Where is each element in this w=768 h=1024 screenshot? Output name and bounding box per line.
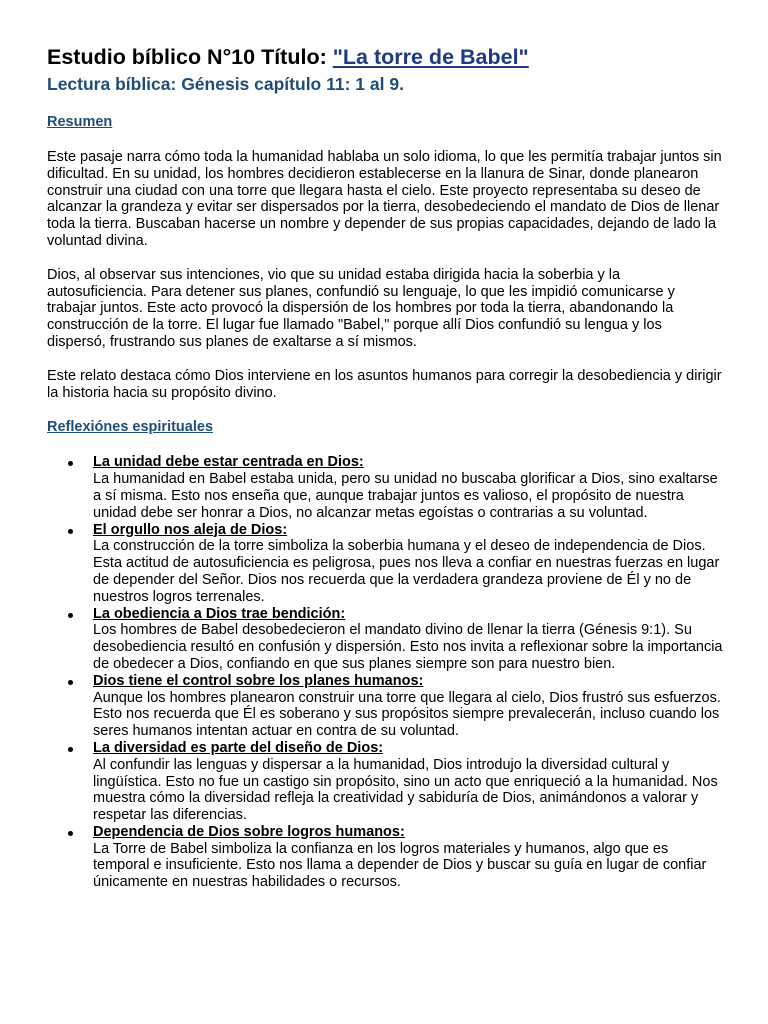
bullet-icon xyxy=(68,613,73,618)
reflection-title: Dios tiene el control sobre los planes humanos: xyxy=(93,672,424,689)
reflections-list xyxy=(47,454,723,891)
reflection-item xyxy=(47,606,723,673)
reflections-heading: Reflexiónes espirituales xyxy=(47,419,214,436)
bullet-icon xyxy=(68,529,73,534)
reflection-item xyxy=(47,454,723,521)
reflection-title: La diversidad es parte del diseño de Dios: xyxy=(93,739,384,756)
bullet-icon xyxy=(68,680,73,685)
reflection-text: La construcción de la torre simboliza la soberbia humana y el deseo de independencia de Dios. Esta actitud de autosuficiencia es peligrosa, pues nos lleva a confiar en nuestras fuerzas en lugar de depender del Señor. Dios nos recuerda que la verdadera grandeza proviene de Él y no de nuestros logros terrenales. xyxy=(93,538,720,605)
bullet-icon xyxy=(68,747,73,752)
reflection-item xyxy=(47,740,723,824)
scripture-reading: Lectura bíblica: Génesis capítulo 11: 1 al 9. xyxy=(47,74,404,94)
reflection-title: Dependencia de Dios sobre logros humanos: xyxy=(93,823,405,840)
summary-paragraph-1: Este pasaje narra cómo toda la humanidad hablaba un solo idioma, lo que les permitía trabajar juntos sin dificultad. En su unidad, los hombres decidieron establecerse en la llanura de Sinar, donde planearon construir una ciudad con una torre que llegara hasta el cielo. Este proyecto representaba su deseo de alcanzar la grandeza y evitar ser dispersados por la tierra, desobedeciendo el mandato de Dios de llenar toda la tierra. Buscaban hacerse un nombre y depender de sus propias capacidades, dejando de lado la voluntad divina. xyxy=(47,149,722,249)
reflection-text: La humanidad en Babel estaba unida, pero su unidad no buscaba glorificar a Dios, sino exaltarse a sí misma. Esto nos enseña que, aunque trabajar juntos es valioso, el propósito de nuestra unidad debe ser honrar a Dios, no alcanzar metas egoístas o contrarias a su voluntad. xyxy=(93,471,718,521)
reflection-item xyxy=(47,673,723,740)
summary-paragraph-2: Dios, al observar sus intenciones, vio que su unidad estaba dirigida hacia la soberbia y la autosuficiencia. Para detener sus planes, confundió su lenguaje, lo que les impidió comunicarse y trabajar juntos. Este acto provocó la dispersión de los hombres por toda la tierra, abandonando la construcción de la torre. El lugar fue llamado "Babel," porque allí Dios confundió su lengua y los dispersó, frustrando sus planes de exaltarse a sí mismos. xyxy=(47,266,675,350)
summary-heading: Resumen xyxy=(47,114,113,130)
reflection-item xyxy=(47,824,723,891)
reflection-title: La unidad debe estar centrada en Dios: xyxy=(93,454,364,471)
document-content xyxy=(47,43,723,891)
reflection-item xyxy=(47,522,723,606)
title-link[interactable]: "La torre de Babel" xyxy=(332,45,529,69)
reflection-title: El orgullo nos aleja de Dios: xyxy=(93,521,288,538)
reflection-text: Al confundir las lenguas y dispersar a la humanidad, Dios introdujo la diversidad cultural y lingüística. Esto no fue un castigo sin propósito, sino un acto que enriqueció a la humanidad. Nos muestra cómo la diversidad refleja la creatividad y sabiduría de Dios, animándonos a valorar y respetar las diferencias. xyxy=(93,756,718,824)
page-title xyxy=(47,43,723,71)
reflection-title: La obediencia a Dios trae bendición: xyxy=(93,605,346,622)
reflection-text: La Torre de Babel simboliza la confianza en los logros materiales y humanos, algo que es temporal e insuficiente. Esto nos llama a depender de Dios y buscar su guía en lugar de confiar únicamente en nuestras habilidades o recursos. xyxy=(93,840,707,891)
bullet-icon xyxy=(68,831,73,836)
bullet-icon xyxy=(68,461,73,466)
reflection-text: Aunque los hombres planearon construir una torre que llegara al cielo, Dios frustró sus esfuerzos. Esto nos recuerda que Él es soberano y sus propósitos siempre prevalecerán, incluso cuando los seres humanos intentan actuar en contra de su voluntad. xyxy=(93,689,721,740)
title-prefix: Estudio bíblico N°10 Título: xyxy=(47,45,327,69)
summary-paragraph-3: Este relato destaca cómo Dios interviene en los asuntos humanos para corregir la desobediencia y dirigir la historia hacia su propósito divino. xyxy=(47,367,722,401)
reflection-text: Los hombres de Babel desobedecieron el mandato divino de llenar la tierra (Génesis 9:1). Su desobediencia resultó en confusión y dispersión. Esto nos invita a reflexionar sobre la importancia de obedecer a Dios, confiando en que sus planes siempre son para nuestro bien. xyxy=(93,622,723,672)
